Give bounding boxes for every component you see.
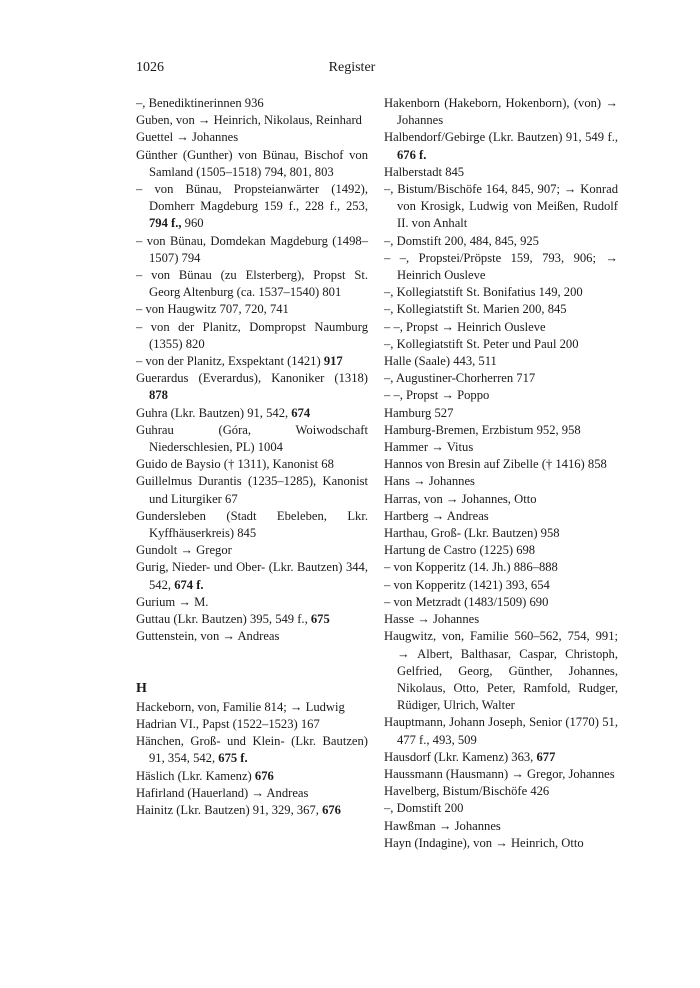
index-entry bbox=[384, 250, 618, 284]
entry-text: – von der Planitz, Dompropst Naumburg (1355) 820 bbox=[136, 319, 368, 351]
index-entry bbox=[136, 353, 368, 370]
index-entry bbox=[136, 370, 368, 404]
index-entry bbox=[136, 785, 368, 802]
entry-text: – von Bünau, Domdekan Magdeburg (1498–1507) 794 bbox=[136, 233, 368, 265]
entry-text: – von der Planitz, Exspektant (1421) bbox=[136, 354, 324, 369]
entry-page-ref-bold: 878 bbox=[149, 388, 168, 403]
entry-text: Hans → Johannes bbox=[384, 474, 475, 489]
entry-text: – von Bünau, Propsteianwärter (1492), Domherr Magdeburg 159 f., 228 f., 253, bbox=[136, 182, 368, 214]
index-entry bbox=[384, 783, 618, 800]
entry-text: Gundersleben (Stadt Ebeleben, Lkr. Kyffhäuserkreis) 845 bbox=[136, 508, 368, 541]
index-entry bbox=[136, 699, 368, 716]
left-entries bbox=[136, 95, 368, 646]
index-entry bbox=[384, 714, 618, 748]
index-entry bbox=[136, 456, 368, 473]
entry-text: Guido de Baysio († 1311), Kanonist 68 bbox=[136, 457, 334, 472]
index-entry bbox=[136, 628, 368, 645]
entry-text: Guttenstein, von → Andreas bbox=[136, 629, 280, 644]
index-entry bbox=[384, 542, 618, 559]
right-entries bbox=[384, 95, 618, 852]
index-entry bbox=[384, 181, 618, 233]
entry-text: Haussmann (Hausmann) → Gregor, Johannes bbox=[384, 766, 615, 781]
index-entry bbox=[384, 491, 618, 508]
entry-text: Guillelmus Durantis (1235–1285), Kanonist und Liturgiker 67 bbox=[136, 474, 368, 506]
entry-text: Harthau, Groß- (Lkr. Bautzen) 958 bbox=[384, 526, 560, 541]
index-entry bbox=[384, 439, 618, 456]
entry-text: Haugwitz, von, Familie 560–562, 754, 991; → Albert, Balthasar, Caspar, Christoph, Gelfried, Georg, Günther, Johannes, Nikolaus, Otto, Peter, Ramfold, Rudger, Rüdiger, Ulrich, Walter bbox=[384, 629, 618, 713]
entry-text: Hamburg 527 bbox=[384, 405, 454, 420]
index-entry bbox=[384, 233, 618, 250]
entry-text: Hackeborn, von, Familie 814; → Ludwig bbox=[136, 699, 345, 714]
page-number: 1026 bbox=[136, 60, 164, 75]
entry-text: –, Domstift 200, 484, 845, 925 bbox=[384, 233, 539, 248]
entry-page-ref-bold: 676 f. bbox=[397, 147, 427, 162]
entry-text: – von Haugwitz 707, 720, 741 bbox=[136, 302, 289, 317]
index-entry bbox=[384, 473, 618, 490]
index-entry bbox=[384, 387, 618, 404]
entry-text: – –, Propst → Poppo bbox=[384, 388, 490, 403]
index-entry bbox=[136, 147, 368, 181]
index-entry bbox=[136, 319, 368, 353]
entry-text: – von Metzradt (1483/1509) 690 bbox=[384, 594, 549, 609]
entry-text: Hafirland (Hauerland) → Andreas bbox=[136, 785, 309, 800]
index-entry bbox=[384, 628, 618, 714]
index-entry bbox=[384, 559, 618, 576]
entry-text: –, Kollegiatstift St. Bonifatius 149, 200 bbox=[384, 285, 583, 300]
entry-text: –, Augustiner-Chorherren 717 bbox=[384, 371, 536, 386]
index-entry bbox=[136, 716, 368, 733]
index-entry bbox=[384, 284, 618, 301]
left-entries-h bbox=[136, 699, 368, 819]
index-entry bbox=[384, 301, 618, 318]
index-entry bbox=[384, 456, 618, 473]
entry-text: Hainitz (Lkr. Bautzen) 91, 329, 367, bbox=[136, 802, 323, 817]
entry-page-ref-bold: 917 bbox=[323, 354, 343, 369]
index-entry bbox=[384, 818, 618, 835]
entry-text: Hauptmann, Johann Joseph, Senior (1770) 51, 477 f., 493, 509 bbox=[384, 715, 618, 747]
entry-page-ref-bold: 677 bbox=[536, 749, 556, 764]
index-entry bbox=[384, 95, 618, 129]
entry-text: Hasse → Johannes bbox=[384, 612, 480, 627]
entry-text: Guttau (Lkr. Bautzen) 395, 549 f., bbox=[136, 612, 311, 627]
entry-text: Havelberg, Bistum/Bischöfe 426 bbox=[384, 784, 550, 799]
entry-text: Hamburg-Bremen, Erzbistum 952, 958 bbox=[384, 422, 581, 437]
entry-text: –, Bistum/Bischöfe 164, 845, 907; → Konrad von Krosigk, Ludwig von Meißen, Rudolf II. von Anhalt bbox=[384, 182, 618, 231]
entry-text: Gurium → M. bbox=[136, 594, 209, 609]
entry-text: Guerardus (Everardus), Kanoniker (1318) bbox=[136, 371, 368, 386]
entry-text: Gurig, Nieder- und Ober- (Lkr. Bautzen) 344, 542, bbox=[136, 560, 368, 592]
page-header bbox=[136, 60, 568, 80]
index-entry bbox=[384, 164, 618, 181]
entry-text: Günther (Gunther) von Bünau, Bischof von Samland (1505–1518) 794, 801, 803 bbox=[136, 147, 368, 179]
entry-text: –, Benediktinerinnen 936 bbox=[136, 96, 264, 110]
entry-text: Hakenborn (Hakeborn, Hokenborn), (von) → Johannes bbox=[384, 96, 618, 128]
entry-text: – von Kopperitz (1421) 393, 654 bbox=[384, 577, 550, 592]
entry-page-ref-bold: 676 bbox=[254, 768, 274, 783]
index-entry bbox=[136, 181, 368, 233]
index-entry bbox=[384, 370, 618, 387]
entry-text: – –, Propst → Heinrich Ousleve bbox=[384, 319, 546, 334]
index-entry bbox=[136, 768, 368, 785]
right-column bbox=[384, 95, 618, 852]
index-entry bbox=[136, 594, 368, 611]
entry-text: Gundolt → Gregor bbox=[136, 543, 232, 558]
entry-text: Häslich (Lkr. Kamenz) bbox=[136, 768, 255, 783]
entry-text: Hartberg → Andreas bbox=[384, 508, 489, 523]
entry-text: Hammer → Vitus bbox=[384, 440, 474, 455]
index-entry bbox=[136, 508, 368, 542]
index-entry bbox=[136, 542, 368, 559]
entry-text: –, Kollegiatstift St. Marien 200, 845 bbox=[384, 302, 567, 317]
entry-text: –, Kollegiatstift St. Peter und Paul 200 bbox=[384, 336, 579, 351]
section-heading-h: H bbox=[136, 680, 147, 696]
index-entry bbox=[384, 508, 618, 525]
index-entry bbox=[136, 267, 368, 301]
entry-text: Guben, von → Heinrich, Nikolaus, Reinhard bbox=[136, 113, 362, 128]
entry-text: Hadrian VI., Papst (1522–1523) 167 bbox=[136, 716, 320, 731]
entry-page-ref-bold: 676 bbox=[322, 802, 341, 817]
entry-text: Hawßman → Johannes bbox=[384, 818, 501, 833]
index-entry bbox=[384, 835, 618, 852]
index-entry bbox=[136, 95, 368, 112]
index-entry bbox=[136, 611, 368, 628]
index-entry bbox=[136, 129, 368, 146]
entry-text: Hartung de Castro (1225) 698 bbox=[384, 543, 536, 558]
entry-text: Halle (Saale) 443, 511 bbox=[384, 354, 497, 369]
entry-page-ref-bold: 675 f. bbox=[218, 751, 248, 766]
index-entry bbox=[136, 802, 368, 819]
index-entry bbox=[384, 577, 618, 594]
index-entry bbox=[384, 405, 618, 422]
index-entry bbox=[384, 749, 618, 766]
index-entry bbox=[136, 301, 368, 318]
index-entry bbox=[384, 766, 618, 783]
index-entry bbox=[136, 405, 368, 422]
index-entry bbox=[136, 559, 368, 593]
index-entry bbox=[136, 233, 368, 267]
index-entry bbox=[136, 733, 368, 767]
index-entry bbox=[384, 336, 618, 353]
left-column bbox=[136, 95, 368, 819]
index-entry bbox=[384, 800, 618, 817]
entry-text: Guhra (Lkr. Bautzen) 91, 542, bbox=[136, 405, 292, 420]
index-entry bbox=[384, 525, 618, 542]
entry-text: Hausdorf (Lkr. Kamenz) 363, bbox=[384, 749, 537, 764]
entry-text: Halberstadt 845 bbox=[384, 164, 465, 179]
index-entry bbox=[136, 422, 368, 456]
entry-text: – von Bünau (zu Elsterberg), Propst St. Georg Altenburg (ca. 1537–1540) 801 bbox=[136, 268, 368, 300]
entry-page-ref-bold: 794 f., bbox=[149, 216, 182, 231]
entry-text: Hayn (Indagine), von → Heinrich, Otto bbox=[384, 835, 584, 850]
index-entry bbox=[384, 422, 618, 439]
entry-text: Hänchen, Groß- und Klein- (Lkr. Bautzen) 91, 354, 542, bbox=[136, 734, 368, 766]
entry-text: – von Kopperitz (14. Jh.) 886–888 bbox=[384, 560, 558, 575]
entry-page-ref-bold: 674 f. bbox=[174, 577, 204, 592]
index-entry bbox=[384, 611, 618, 628]
entry-text: Guhrau (Góra, Woiwodschaft Niederschlesien, PL) 1004 bbox=[136, 422, 368, 455]
entry-text: Hannos von Bresin auf Zibelle († 1416) 858 bbox=[384, 457, 607, 472]
index-entry bbox=[136, 473, 368, 507]
entry-text: Guettel → Johannes bbox=[136, 130, 239, 145]
entry-text: Halbendorf/Gebirge (Lkr. Bautzen) 91, 549 f., bbox=[384, 130, 618, 145]
entry-text: – –, Propstei/Pröpste 159, 793, 906; → Heinrich Ousleve bbox=[384, 250, 618, 283]
entry-page-ref-bold: 675 bbox=[310, 612, 330, 627]
index-entry bbox=[384, 594, 618, 611]
entry-text: –, Domstift 200 bbox=[384, 801, 464, 816]
entry-text: 960 bbox=[181, 216, 204, 231]
entry-page-ref-bold: 674 bbox=[291, 405, 311, 420]
index-entry bbox=[384, 129, 618, 163]
entry-text: Harras, von → Johannes, Otto bbox=[384, 491, 537, 506]
index-entry bbox=[384, 353, 618, 370]
index-entry bbox=[384, 319, 618, 336]
running-head: Register bbox=[328, 60, 376, 75]
index-entry bbox=[136, 112, 368, 129]
